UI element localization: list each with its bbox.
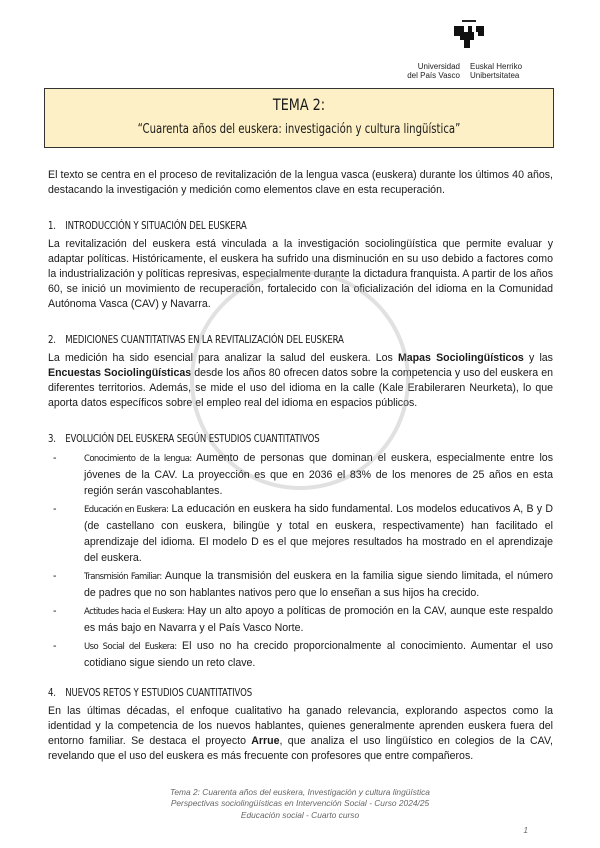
item-text: Aunque la transmisión del euskera en la familia sigue siendo limitada, el número de padres que no son hablantes nativos pero que lo enseñan a sus hijos ha crecido. bbox=[84, 570, 554, 599]
item-text: Hay un alto apoyo a políticas de promoción en la CAV, aunque este respaldo es más bajo en Navarra y el País Vasco Norte. bbox=[84, 605, 554, 634]
item-label: Actitudes hacia el Euskera: bbox=[84, 607, 185, 617]
section-number: 4. bbox=[48, 686, 56, 699]
bold-term: Mapas Sociolingüísticos bbox=[397, 352, 524, 364]
footer-line: Perspectivas sociolingüísticas en Intervención Social - Curso 2024/25 bbox=[170, 798, 430, 808]
section-heading-1 bbox=[48, 218, 442, 234]
item-text: Aumento de personas que dominan el euskera, especialmente entre los jóvenes de la CAV. La proyección es que en 2036 el 83% de los menores de 25 años en esta región serán vascohablantes. bbox=[84, 452, 553, 497]
section-title: NUEVOS RETOS Y ESTUDIOS CUANTITATIVOS bbox=[65, 686, 253, 699]
page-footer bbox=[0, 787, 600, 822]
section-title: EVOLUCIÓN DEL EUSKERA SEGÚN ESTUDIOS CUANTITATIVOS bbox=[65, 432, 320, 445]
section-heading-4 bbox=[48, 685, 442, 701]
section-heading-3 bbox=[48, 431, 442, 447]
footer-line: Tema 2: Cuarenta años del euskera, Investigación y cultura lingüística bbox=[170, 786, 430, 797]
bullet-dash: - bbox=[53, 452, 57, 464]
spacer bbox=[0, 764, 600, 787]
footer-line: Educación social - Cuarto curso bbox=[240, 809, 360, 820]
text: En las últimas décadas, el enfoque cualitativo ha ganado relevancia, explorando aspectos como la identidad y la competencia de los nuevos hablantes, quienes generalmente aprenden euskera fuera del entorno familiar. Se destaca el proyecto bbox=[48, 705, 553, 747]
list-item bbox=[48, 603, 553, 636]
item-label: Uso Social del Euskera: bbox=[84, 642, 177, 652]
section-2-paragraph bbox=[48, 351, 553, 411]
bullet-dash: - bbox=[53, 503, 57, 515]
bullet-dash: - bbox=[53, 570, 57, 582]
doc-title: TEMA 2: bbox=[272, 95, 326, 114]
item-label: Transmisión Familiar: bbox=[84, 572, 162, 582]
bold-term: Encuestas Sociolingüísticas bbox=[48, 367, 192, 379]
page-header bbox=[0, 0, 600, 160]
section-title: INTRODUCCIÓN Y SITUACIÓN DEL EUSKERA bbox=[65, 219, 247, 232]
bullet-dash: - bbox=[53, 640, 57, 652]
evolution-list bbox=[48, 450, 553, 671]
page-content bbox=[48, 168, 553, 764]
section-title: MEDICIONES CUANTITATIVAS EN LA REVITALIZACIÓN DEL EUSKERA bbox=[65, 333, 344, 346]
logo-text-basque: Euskal Herriko Unibertsitatea bbox=[470, 62, 523, 80]
section-1-paragraph: La revitalización del euskera está vinculada a la investigación sociolingüística que permite evaluar y adaptar políticas. Históricamente, el euskera ha sufrido una disminución en su uso debido a factores como la industrialización y políticas represivas, especialmente durante la dictadura franquista. A partir de los años 60, se inició un movimiento de recuperación, fortalecido con la oficialización del idioma en la Comunidad Autónoma Vasca (CAV) y Navarra. bbox=[48, 238, 553, 310]
intro-paragraph: El texto se centra en el proceso de revitalización de la lengua vasca (euskera) durante los últimos 40 años, destacando la investigación y medición como elementos clave en esta recuperación. bbox=[48, 169, 553, 196]
text: La medición ha sido esencial para analizar la salud del euskera. Los bbox=[48, 352, 398, 364]
university-emblem-icon bbox=[452, 20, 486, 48]
university-logo bbox=[396, 14, 546, 84]
list-item bbox=[48, 638, 553, 671]
list-item bbox=[48, 568, 553, 601]
section-heading-2 bbox=[48, 332, 442, 348]
section-number: 2. bbox=[48, 333, 56, 346]
item-label: Educación en Euskera: bbox=[84, 505, 169, 515]
item-text: La educación en euskera ha sido fundamental. Los modelos educativos A, B y D (de castellano con euskera, bilingüe y total en euskera, respectivamente) han facilitado el aprendizaje del idioma. El modelo D es el que mejores resultados ha mostrado en el aprendizaje del euskera. bbox=[84, 503, 553, 564]
doc-subtitle: “Cuarenta años del euskera: investigación y cultura lingüística” bbox=[137, 122, 461, 137]
section-number: 1. bbox=[48, 219, 56, 232]
text: y las bbox=[523, 352, 553, 364]
section-4-paragraph bbox=[48, 704, 553, 764]
logo-text-spanish: Universidad del País Vasco bbox=[407, 62, 460, 80]
section-number: 3. bbox=[48, 432, 56, 445]
bold-term: Arrue bbox=[251, 735, 280, 747]
page-number: 1 bbox=[523, 825, 528, 835]
item-text: El uso no ha crecido proporcionalmente al conocimiento. Aumentar el uso cotidiano sigue siendo un reto clave. bbox=[84, 640, 553, 669]
item-label: Conocimiento de la lengua: bbox=[84, 454, 192, 464]
list-item bbox=[48, 501, 553, 566]
bullet-dash: - bbox=[53, 605, 57, 617]
list-item bbox=[48, 450, 553, 499]
title-box bbox=[44, 88, 554, 148]
text: desde los años 80 ofrecen datos sobre la competencia y uso del euskera en diferentes territorios. Además, se mide el uso del idioma en la calle (Kale Erabileraren Neurketa), lo que aporta datos específicos sobre el empleo real del idioma en espacios públicos. bbox=[48, 367, 554, 409]
text: , que analiza el uso lingüístico en colegios de la CAV, revelando que el uso del euskera es más frecuente con profesores que entre compañeros. bbox=[48, 735, 553, 762]
